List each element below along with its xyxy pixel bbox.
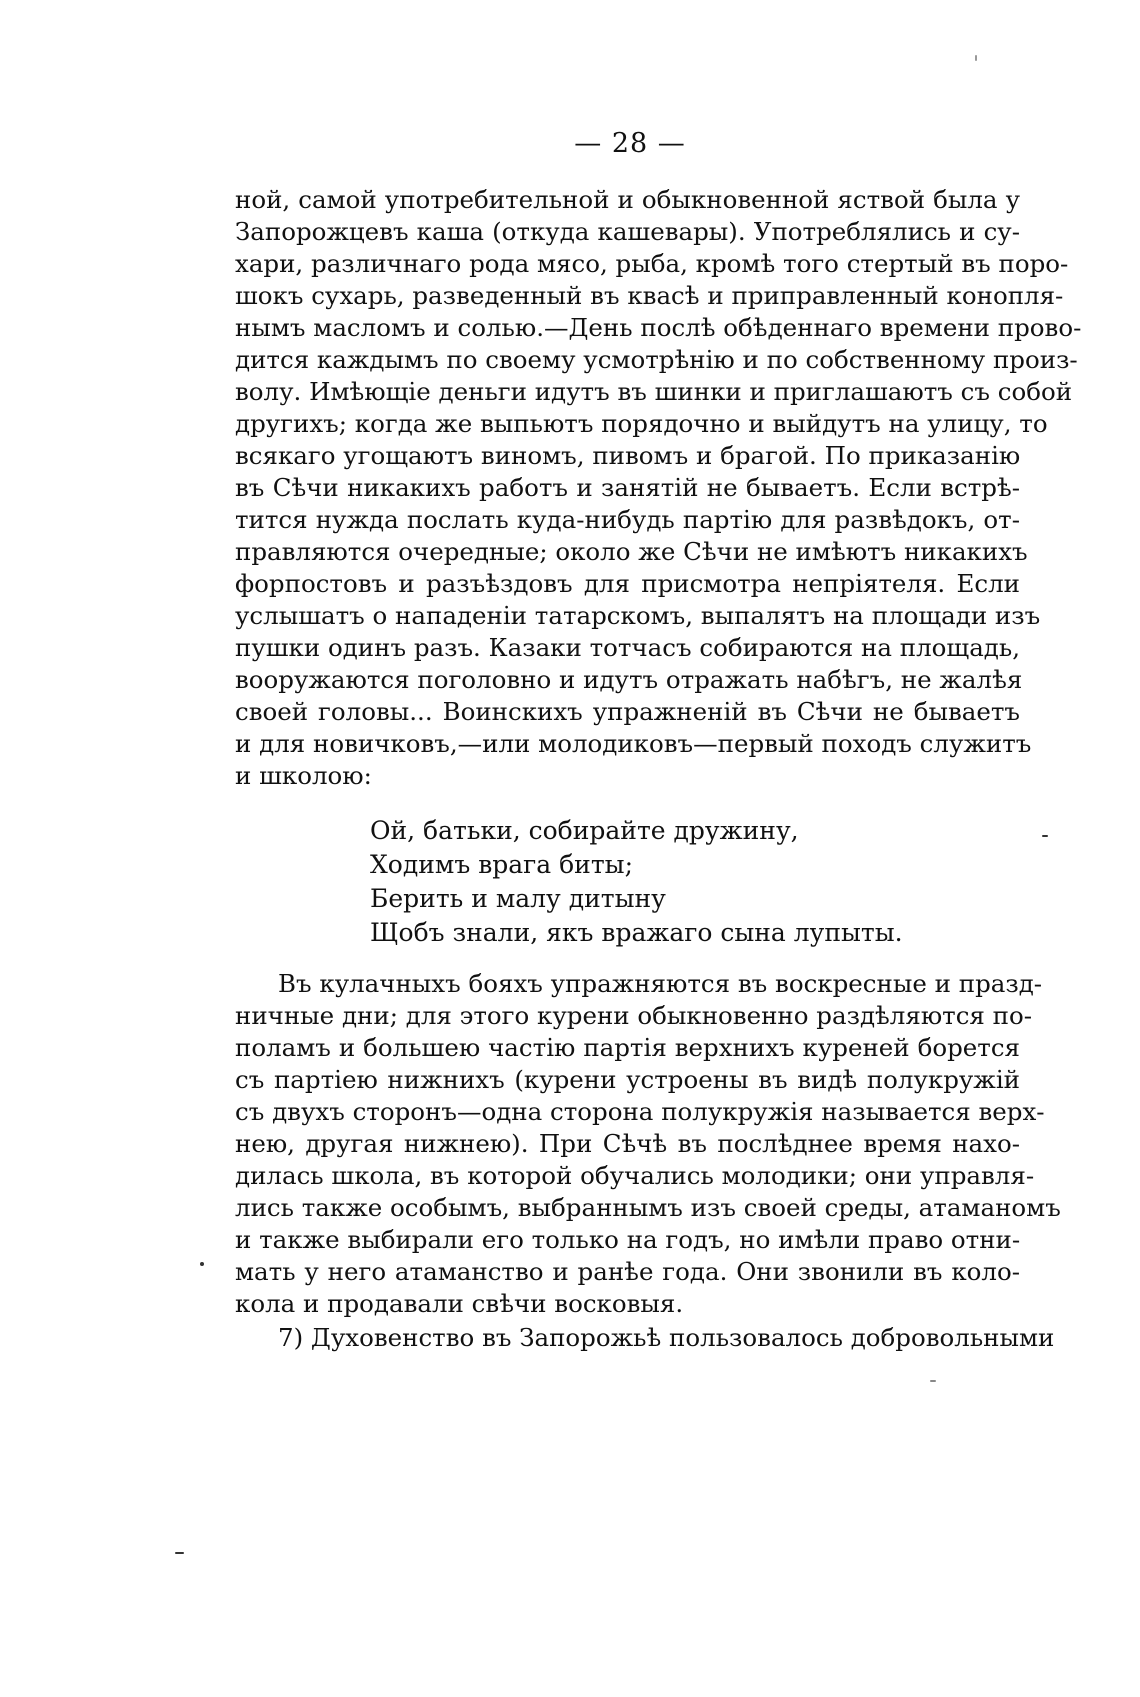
text-line: пушки одинъ разъ. Казаки тотчасъ собираются на площадь, <box>235 633 1021 662</box>
verse-line: Ходимъ врага биты; <box>370 850 634 879</box>
verse-line: Щобъ знали, якъ вражаго сына лупыты. <box>370 918 903 947</box>
text-line: нею, другая нижнею). При Сѣчѣ въ послѣднее время нахо- <box>235 1129 1020 1158</box>
text-line: ной, самой употребительной и обыкновенной яствой была у <box>235 185 1020 214</box>
text-line: съ двухъ сторонъ—одна сторона полукружія называется верх- <box>235 1097 1045 1126</box>
text-line: всякаго угощаютъ виномъ, пивомъ и брагой. По приказанію <box>235 441 1021 470</box>
scan-speck <box>200 1262 204 1266</box>
text-line: кола и продавали свѣчи восковыя. <box>235 1289 684 1318</box>
text-line: услышатъ о нападеніи татарскомъ, выпалятъ на площади изъ <box>235 601 1041 630</box>
text-line: другихъ; когда же выпьютъ порядочно и выйдутъ на улицу, то <box>235 409 1048 438</box>
text-line: форпостовъ и разъѣздовъ для присмотра непріятеля. Если <box>235 569 1020 598</box>
text-line: ничные дни; для этого курени обыкновенно раздѣляются по- <box>235 1001 1033 1030</box>
text-line: шокъ сухарь, разведенный въ квасѣ и приправленный конопля- <box>235 281 1064 310</box>
scan-speck <box>930 1380 936 1382</box>
text-line: 7) Духовенство въ Запорожьѣ пользовалось добровольными <box>278 1323 1055 1352</box>
page-number: — 28 — <box>574 128 686 159</box>
text-line: своей головы... Воинскихъ упражненій въ Сѣчи не бываетъ <box>235 697 1020 726</box>
text-line: дится каждымъ по своему усмотрѣнію и по собственному произ- <box>235 345 1078 374</box>
text-line: Запорожцевъ каша (откуда кашевары). Употреблялись и су- <box>235 217 1020 246</box>
scan-speck <box>975 55 977 61</box>
text-line: въ Сѣчи никакихъ работъ и занятій не бываетъ. Если встрѣ- <box>235 473 1020 502</box>
text-line: дилась школа, въ которой обучались молодики; они управля- <box>235 1161 1035 1190</box>
text-line: мать у него атаманство и ранѣе года. Они звонили въ коло- <box>235 1257 1020 1286</box>
text-line: и для новичковъ,—или молодиковъ—первый походъ служитъ <box>235 729 1032 758</box>
text-line: поламъ и большею частію партія верхнихъ куреней борется <box>235 1033 1020 1062</box>
scan-speck <box>1042 835 1048 837</box>
text-line: хари, различнаго рода мясо, рыба, кромѣ того стертый въ поро- <box>235 249 1069 278</box>
text-line: нымъ масломъ и солью.—День послѣ обѣденнаго времени прово- <box>235 313 1082 342</box>
verse-line: Ой, батьки, собирайте дружину, <box>370 816 799 845</box>
text-line: лись также особымъ, выбраннымъ изъ своей среды, атаманомъ <box>235 1193 1061 1222</box>
scan-speck <box>175 1552 184 1554</box>
text-line: и школою: <box>235 761 372 790</box>
text-line: Въ кулачныхъ бояхъ упражняются въ воскресные и празд- <box>278 969 1043 998</box>
text-line: волу. Имѣющіе деньги идутъ въ шинки и приглашаютъ съ собой <box>235 377 1073 406</box>
text-line: съ партіею нижнихъ (курени устроены въ видѣ полукружій <box>235 1065 1020 1094</box>
text-line: тится нужда послать куда-нибудь партію для развѣдокъ, от- <box>235 505 1020 534</box>
text-line: вооружаются поголовно и идутъ отражать набѣгъ, не жалѣя <box>235 665 1023 694</box>
verse-line: Берить и малу дитыну <box>370 884 666 913</box>
text-line: и также выбирали его только на годъ, но имѣли право отни- <box>235 1225 1021 1254</box>
text-line: правляются очередные; около же Сѣчи не имѣютъ никакихъ <box>235 537 1028 566</box>
